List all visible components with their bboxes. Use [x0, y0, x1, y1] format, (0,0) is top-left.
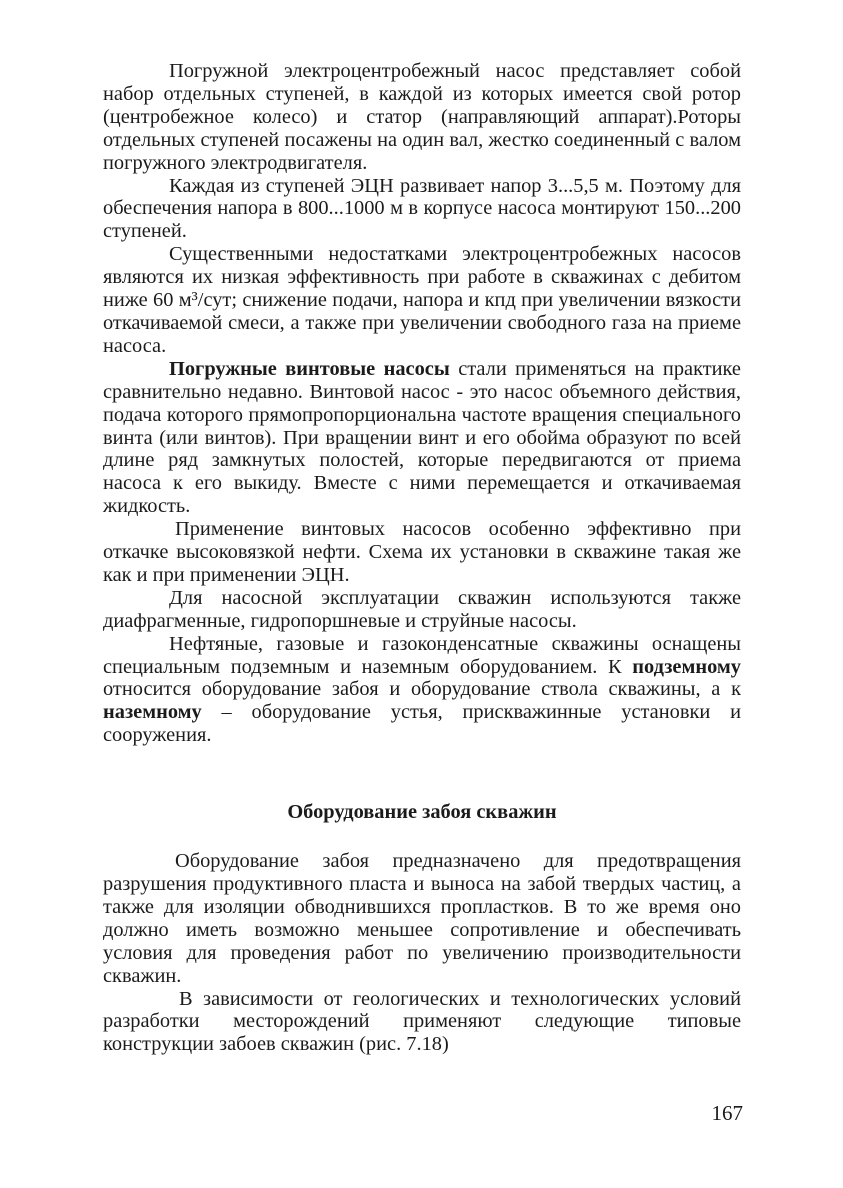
- paragraph-text: относится оборудование забоя и оборудование ствола скважины, а к: [103, 678, 741, 701]
- body-text: [103, 60, 741, 1056]
- paragraph-bottomhole-designs: [103, 988, 741, 1057]
- paragraph-text: Нефтяные, газовые и газоконденсатные скважины оснащены специальным подземным и наземным оборудованием. К: [103, 632, 741, 678]
- bold-term: подземному: [632, 655, 741, 678]
- paragraph-text: Оборудование забоя предназначено для предотвращения разрушения продуктивного пласта и выноса на забой твердых частиц, а также для изоляции обводнившихся пропластков. В то же время оно должно иметь возможно меньшее сопротивление и обеспечивать условия для проведения работ по увеличению производительности скважин.: [103, 850, 741, 987]
- paragraph-text: В зависимости от геологических и технологических условий разработки месторождений применяют следующие типовые конструкции забоев скважин (рис. 7.18): [103, 987, 741, 1056]
- paragraph-text: стали применяться на практике сравнительно недавно. Винтовой насос - это насос объемного действия, подача которого прямопропорциональна частоте вращения специального винта (или винтов). При вращении винт и его обойма образуют по всей длине ряд замкнутых полостей, которые передвигаются от приема насоса к его выкиду. Вместе с ними перемещается и откачиваемая жидкость.: [103, 357, 741, 518]
- paragraph-text: Погружной электроцентробежный насос представляет собой набор отдельных ступеней, в каждой из которых имеется свой ротор (центробежное колесо) и статор (направляющий аппарат).Роторы отдельных ступеней посажены на один вал, жестко соединенный с валом погружного электродвигателя.: [103, 60, 741, 174]
- bold-term: Погружные винтовые насосы: [169, 357, 450, 380]
- paragraph-text: Для насосной эксплуатации скважин используются также диафрагменные, гидропоршневые и струйные насосы.: [103, 586, 741, 632]
- paragraph-ecn-stages: [103, 175, 741, 244]
- paragraph-bottomhole-purpose: [103, 850, 741, 987]
- paragraph-ecn-description: [103, 60, 741, 175]
- page-number: 167: [711, 1101, 743, 1125]
- paragraph-well-equipment: [103, 633, 741, 748]
- section-heading: Оборудование забоя скважин: [287, 801, 557, 824]
- paragraph-text: Существенными недостатками электроцентробежных насосов являются их низкая эффективность при работе в скважинах с дебитом ниже 60 м³/сут; снижение подачи, напора и кпд при увеличении вязкости откачиваемой смеси, а также при увеличении свободного газа на приеме насоса.: [103, 243, 741, 357]
- paragraph-text: – оборудование устья, прискважинные установки и сооружения.: [103, 701, 741, 747]
- bold-term: наземному: [103, 701, 202, 724]
- paragraph-text: Каждая из ступеней ЭЦН развивает напор 3...5,5 м. Поэтому для обеспечения напора в 800...1000 м в корпусе насоса монтируют 150...200 ступеней.: [103, 174, 741, 243]
- paragraph-screw-pumps: [103, 358, 741, 518]
- paragraph-ecn-drawbacks: [103, 243, 741, 358]
- paragraph-other-pumps: [103, 587, 741, 633]
- paragraph-text: Применение винтовых насосов особенно эффективно при откачке высоковязкой нефти. Схема их установки в скважине такая же как и при применении ЭЦН.: [103, 518, 741, 586]
- paragraph-screw-application: [103, 518, 741, 587]
